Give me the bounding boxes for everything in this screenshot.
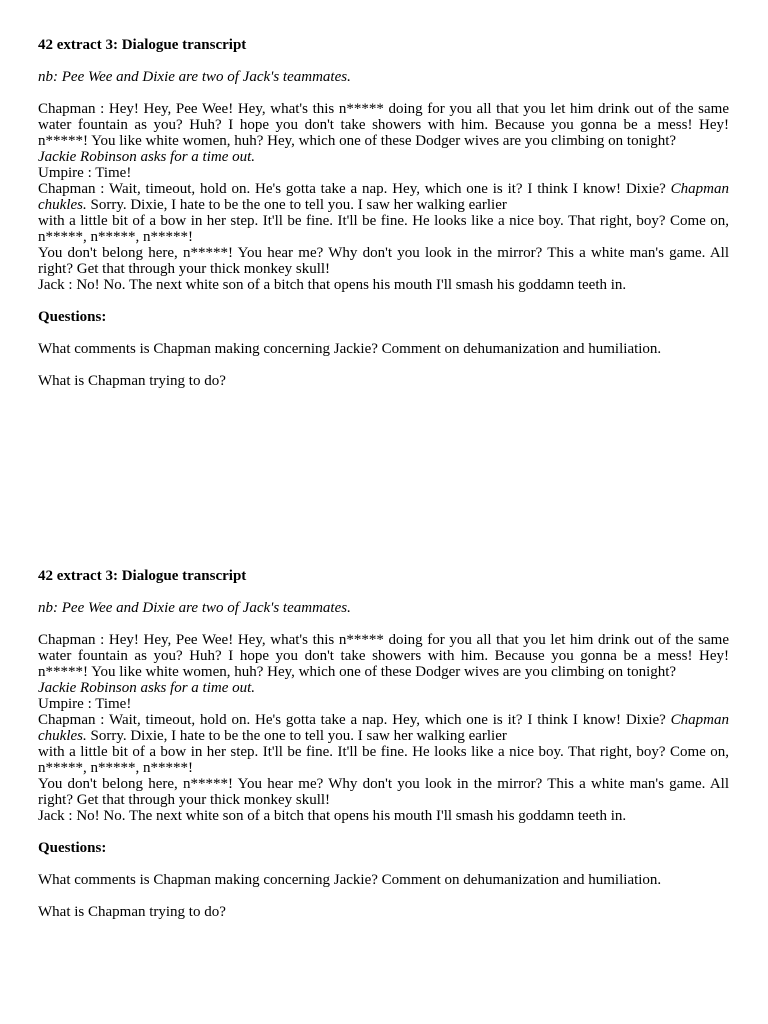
dialogue-line-chapman-3: with a little bit of a bow in her step. It'll be fine. It'll be fine. He looks like a nice boy. That right, boy? Come on, n*****, n*****, n*****!	[38, 744, 729, 776]
transcript-section-1	[38, 37, 729, 405]
dialogue-line-chapman-1: Chapman : Hey! Hey, Pee Wee! Hey, what's this n***** doing for you all that you let him drink out of the same water fountain as you? Huh? I hope you don't take showers with him. Because you gonna be a mess! Hey! n*****! You like white women, huh? Hey, which one of these Dodger wives are you climbing on tonight?	[38, 632, 729, 680]
dialogue-line-umpire: Umpire : Time!	[38, 696, 132, 712]
dialogue-line-umpire: Umpire : Time!	[38, 165, 132, 181]
question-1: What comments is Chapman making concerning Jackie? Comment on dehumanization and humiliation.	[38, 341, 662, 357]
section-note: nb: Pee Wee and Dixie are two of Jack's teammates.	[38, 69, 351, 85]
dialogue-line-chapman-4: You don't belong here, n*****! You hear me? Why don't you look in the mirror? This a white man's game. All right? Get that through your thick monkey skull!	[38, 776, 729, 808]
question-2: What is Chapman trying to do?	[38, 904, 226, 920]
section-title: 42 extract 3: Dialogue transcript	[38, 568, 247, 584]
dialogue-text: Sorry. Dixie, I hate to be the one to tell you. I saw her walking earlier	[86, 197, 507, 213]
stage-direction-chuckles: Chapman chukles.	[38, 712, 729, 744]
question-1: What comments is Chapman making concerning Jackie? Comment on dehumanization and humiliation.	[38, 872, 662, 888]
section-title: 42 extract 3: Dialogue transcript	[38, 37, 247, 53]
dialogue-line-chapman-4: You don't belong here, n*****! You hear me? Why don't you look in the mirror? This a white man's game. All right? Get that through your thick monkey skull!	[38, 245, 729, 277]
dialogue-line-jack: Jack : No! No. The next white son of a bitch that opens his mouth I'll smash his goddamn teeth in.	[38, 808, 627, 824]
stage-direction-timeout: Jackie Robinson asks for a time out.	[38, 149, 256, 165]
dialogue-transcript	[38, 632, 729, 824]
stage-direction-timeout: Jackie Robinson asks for a time out.	[38, 680, 256, 696]
dialogue-line-chapman-2	[38, 181, 729, 213]
questions-heading: Questions:	[38, 309, 107, 325]
questions-heading: Questions:	[38, 840, 107, 856]
dialogue-text: Sorry. Dixie, I hate to be the one to tell you. I saw her walking earlier	[86, 728, 507, 744]
stage-direction-chuckles: Chapman chukles.	[38, 181, 729, 213]
section-note: nb: Pee Wee and Dixie are two of Jack's teammates.	[38, 600, 351, 616]
dialogue-line-chapman-2	[38, 712, 729, 744]
dialogue-line-chapman-3: with a little bit of a bow in her step. It'll be fine. It'll be fine. He looks like a nice boy. That right, boy? Come on, n*****, n*****, n*****!	[38, 213, 729, 245]
dialogue-text: Chapman : Wait, timeout, hold on. He's gotta take a nap. Hey, which one is it? I think I know! Dixie?	[38, 181, 671, 197]
dialogue-transcript	[38, 101, 729, 293]
transcript-section-2	[38, 568, 729, 936]
dialogue-line-chapman-1: Chapman : Hey! Hey, Pee Wee! Hey, what's this n***** doing for you all that you let him drink out of the same water fountain as you? Huh? I hope you don't take showers with him. Because you gonna be a mess! Hey! n*****! You like white women, huh? Hey, which one of these Dodger wives are you climbing on tonight?	[38, 101, 729, 149]
dialogue-text: Chapman : Wait, timeout, hold on. He's gotta take a nap. Hey, which one is it? I think I know! Dixie?	[38, 712, 671, 728]
question-2: What is Chapman trying to do?	[38, 373, 226, 389]
dialogue-line-jack: Jack : No! No. The next white son of a bitch that opens his mouth I'll smash his goddamn teeth in.	[38, 277, 627, 293]
